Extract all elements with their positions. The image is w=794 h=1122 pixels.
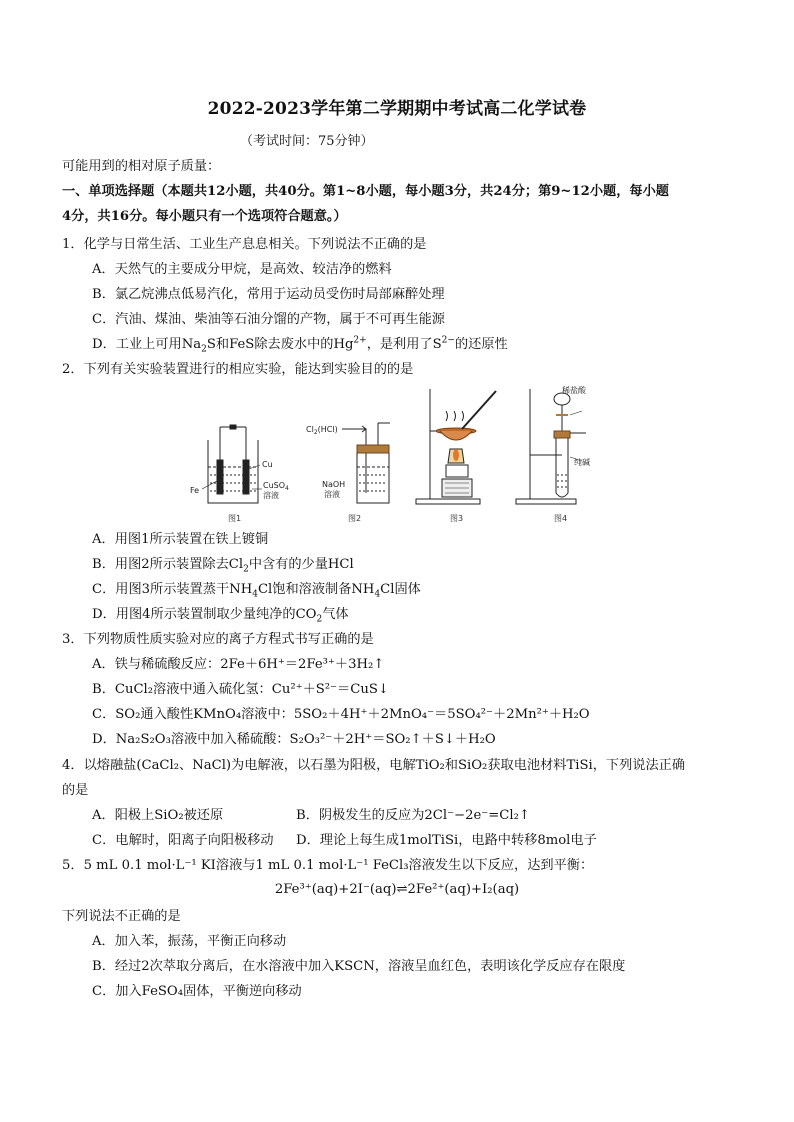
q3-option-b: B．CuCl₂溶液中通入硫化氢：Cu²⁺＋S²⁻＝CuS↓ bbox=[92, 682, 389, 697]
atomic-mass-note: 可能用到的相对原子质量： bbox=[62, 159, 221, 174]
page-title: 2022-2023学年第二学期期中考试高二化学试卷 bbox=[207, 99, 587, 119]
q4-option-c: C．电解时，阳离子向阳极移动 bbox=[92, 833, 274, 848]
q2-stem: 2．下列有关实验装置进行的相应实验，能达到实验目的的是 bbox=[62, 362, 414, 377]
section-heading-line2: 4分，共16分。每小题只有一个选项符合题意。） bbox=[62, 209, 347, 224]
exam-time: （考试时间：75分钟） bbox=[240, 134, 374, 149]
q3-option-d: D．Na₂S₂O₃溶液中加入稀硫酸：S₂O₃²⁻＋2H⁺＝SO₂↑＋S↓＋H₂O bbox=[92, 732, 496, 747]
q1-option-c: C．汽油、煤油、柴油等石油分馏的产物，属于不可再生能源 bbox=[92, 312, 445, 327]
q4-option-a: A．阳极上SiO₂被还原 bbox=[92, 808, 224, 823]
q3-option-c: C．SO₂通入酸性KMnO₄溶液中：5SO₂＋4H⁺＋2MnO₄⁻＝5SO₄²⁻＋2Mn²⁺＋H₂O bbox=[92, 707, 590, 722]
q1-stem: 1．化学与日常生活、工业生产息息相关。下列说法不正确的是 bbox=[62, 237, 427, 252]
q5-stem2: 下列说法不正确的是 bbox=[62, 909, 181, 924]
fig1-caption: 图1 bbox=[228, 514, 242, 523]
q1-option-a: A．天然气的主要成分甲烷，是高效、较洁净的燃料 bbox=[92, 262, 392, 277]
q2-option-a: A．用图1所示装置在铁上镀铜 bbox=[92, 532, 269, 547]
q1-option-d: D．工业上可用$Na_2S$和FeS除去废水中的$Hg^{2+}$，是利用了$S^{2-}$的还原性 bbox=[92, 335, 508, 355]
q3-option-a: A．铁与稀硫酸反应：2Fe＋6H⁺＝2Fe³⁺＋3H₂↑ bbox=[92, 657, 385, 672]
q5-option-c: C．加入FeSO₄固体，平衡逆向移动 bbox=[92, 984, 302, 999]
q2-option-b: B．用图2所示装置除去$Cl_2$中含有的少量HCl bbox=[92, 557, 354, 575]
figure-4-gas-generation bbox=[516, 385, 590, 523]
fig2-naoh-label: NaOH bbox=[322, 480, 346, 489]
q2-option-d: D．用图4所示装置制取少量纯净的$CO_2$气体 bbox=[92, 607, 349, 625]
apparatus-figures bbox=[190, 385, 600, 530]
q5-equation: 2Fe³⁺(aq)+2I⁻(aq)⇌2Fe²⁺(aq)+I₂(aq) bbox=[274, 882, 520, 897]
q3-stem: 3．下列物质性质实验对应的离子方程式书写正确的是 bbox=[62, 632, 374, 647]
q4-option-d: D．理论上每生成1molTiSi，电路中转移8mol电子 bbox=[296, 833, 597, 848]
section-heading-line1: 一、单项选择题（本题共12小题，共40分。第1~8小题，每小题3分，共24分；第9~12小题，每小题 bbox=[62, 184, 669, 199]
figure-3-evaporation bbox=[416, 389, 496, 523]
fig4-acid-label: 稀盐酸 bbox=[562, 386, 586, 395]
q2-option-c: C．用图3所示装置蒸干$NH_4Cl$饱和溶液制备$NH_4Cl$固体 bbox=[92, 582, 421, 600]
fig4-base-label: 纯碱 bbox=[574, 458, 590, 467]
fig1-fe-label: Fe bbox=[190, 486, 200, 495]
fig4-caption: 图4 bbox=[554, 514, 568, 523]
fig2-solution-label: 溶液 bbox=[324, 490, 340, 499]
q5-stem: 5．5 mL 0.1 mol·L⁻¹ KI溶液与1 mL 0.1 mol·L⁻¹ FeCl₃溶液发生以下反应，达到平衡： bbox=[62, 858, 594, 873]
q5-option-a: A．加入苯，振荡，平衡正向移动 bbox=[92, 934, 287, 949]
figure-2-gas-washing-bottle bbox=[306, 423, 390, 523]
fig1-solution-label: 溶液 bbox=[263, 491, 279, 500]
fig1-cu-label: Cu bbox=[262, 460, 273, 469]
fig2-caption: 图2 bbox=[348, 514, 362, 523]
q5-option-b: B．经过2次萃取分离后，在水溶液中加入KSCN，溶液呈血红色，表明该化学反应存在限度 bbox=[92, 959, 626, 974]
fig1-cuso4-label: CuSO$_4$ bbox=[263, 481, 289, 492]
q4-stem-line2: 的是 bbox=[62, 783, 89, 798]
q4-option-b: B．阴极发生的反应为2Cl⁻−2e⁻=Cl₂↑ bbox=[296, 808, 530, 823]
fig3-caption: 图3 bbox=[450, 514, 464, 523]
fig2-gas-label: $Cl_2(HCl)$ bbox=[306, 425, 338, 436]
figure-1-electroplating bbox=[190, 425, 289, 523]
q1-option-b: B．氯乙烷沸点低易汽化，常用于运动员受伤时局部麻醉处理 bbox=[92, 287, 445, 302]
q4-stem-line1: 4．以熔融盐(CaCl₂、NaCl)为电解液，以石墨为阳极，电解TiO₂和SiO₂获取电池材料TiSi，下列说法正确 bbox=[62, 758, 686, 773]
